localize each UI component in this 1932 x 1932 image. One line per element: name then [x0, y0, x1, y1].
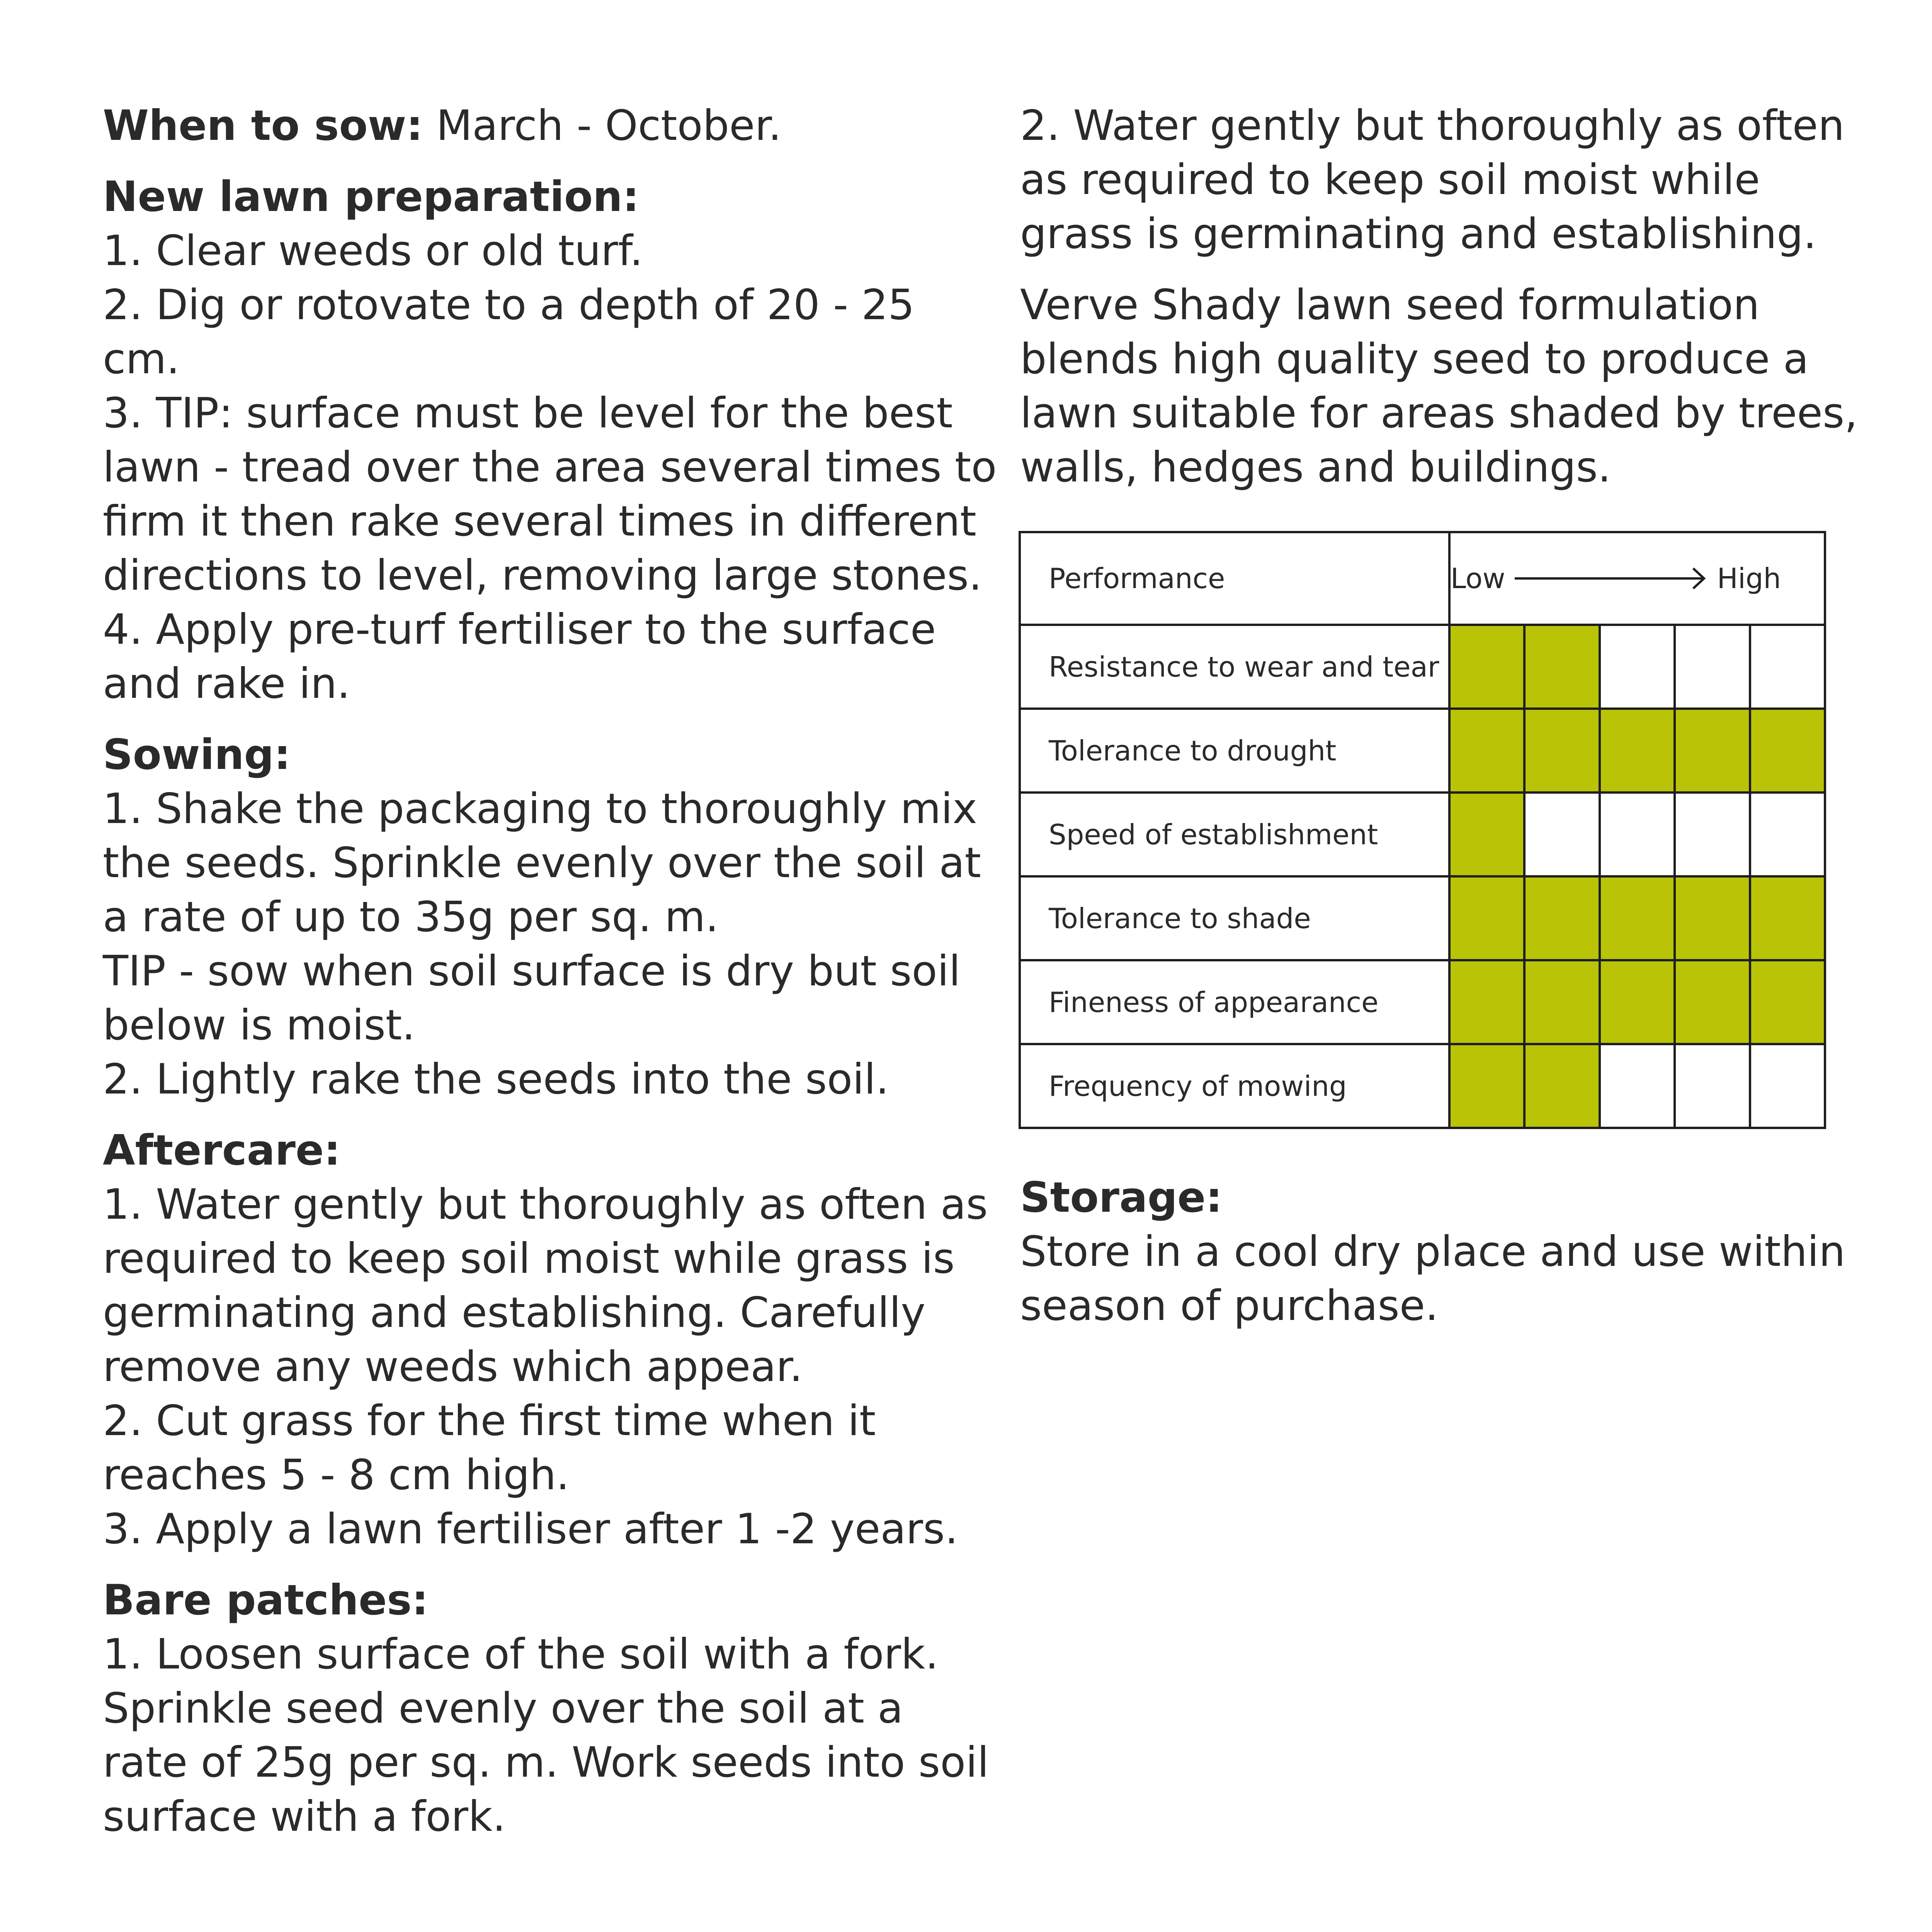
performance-row-label: Tolerance to shade: [1020, 876, 1449, 960]
new-lawn-step: 1. Clear weeds or old turf.: [103, 227, 643, 275]
score-cell-empty: [1600, 1044, 1675, 1128]
aftercare-step: 2. Cut grass for the first time when it reaches 5 - 8 cm high.: [103, 1397, 876, 1499]
new-lawn-step: 2. Dig or rotovate to a depth of 20 - 25 cm.: [103, 281, 915, 383]
score-cell-filled: [1524, 876, 1599, 960]
score-cell-filled: [1600, 960, 1675, 1044]
score-cell-filled: [1675, 709, 1750, 793]
performance-row-label: Tolerance to drought: [1020, 709, 1449, 793]
score-cell-filled: [1449, 793, 1524, 876]
score-cell-filled: [1600, 876, 1675, 960]
performance-row: [1020, 709, 1825, 793]
when-to-sow-heading: When to sow:: [103, 102, 423, 150]
performance-table: [1019, 531, 1826, 1129]
storage-heading: Storage:: [1020, 1173, 1223, 1222]
performance-label: Performance: [1020, 532, 1449, 625]
score-cell-empty: [1675, 1044, 1750, 1128]
score-cell-filled: [1524, 709, 1599, 793]
performance-header-row: [1020, 532, 1825, 625]
score-cell-filled: [1675, 876, 1750, 960]
storage-section: [1020, 1171, 1870, 1333]
sowing-step: 2. Lightly rake the seeds into the soil.: [103, 1055, 889, 1104]
score-cell-filled: [1750, 709, 1825, 793]
aftercare-step: 3. Apply a lawn fertiliser after 1 -2 years.: [103, 1505, 958, 1553]
score-cell-filled: [1449, 876, 1524, 960]
when-to-sow-text: March - October.: [423, 102, 782, 150]
score-cell-filled: [1675, 960, 1750, 1044]
right-column: [1020, 99, 1870, 512]
bare-patches-heading: Bare patches:: [103, 1576, 429, 1624]
arrow-right-icon: [1515, 567, 1708, 590]
scale-low-label: Low: [1450, 562, 1505, 595]
score-cell-empty: [1600, 625, 1675, 709]
performance-row-label: Speed of establishment: [1020, 793, 1449, 876]
sowing-tip: TIP - sow when soil surface is dry but soil below is moist.: [103, 947, 961, 1049]
score-cell-empty: [1750, 1044, 1825, 1128]
sowing-heading: Sowing:: [103, 731, 291, 779]
score-cell-filled: [1750, 876, 1825, 960]
performance-row: [1020, 960, 1825, 1044]
aftercare-step: 1. Water gently but thoroughly as often as required to keep soil moist while grass is germinating and establishing. Carefully remove any weeds which appear.: [103, 1180, 988, 1391]
performance-scale: [1449, 532, 1825, 625]
left-column: [103, 99, 999, 1861]
performance-row: [1020, 1044, 1825, 1128]
score-cell-empty: [1600, 793, 1675, 876]
score-cell-empty: [1524, 793, 1599, 876]
when-to-sow-section: [103, 99, 999, 153]
bare-patches-section: [103, 1573, 999, 1844]
new-lawn-heading: New lawn preparation:: [103, 173, 639, 221]
new-lawn-section: [103, 170, 999, 711]
bare-patches-step: 1. Loosen surface of the soil with a fork. Sprinkle seed evenly over the soil at a rate of 25g per sq. m. Work seeds into soil surface with a fork.: [103, 1630, 989, 1841]
score-cell-filled: [1449, 709, 1524, 793]
scale-legend: [1451, 533, 1824, 624]
score-cell-filled: [1449, 625, 1524, 709]
sowing-section: [103, 728, 999, 1107]
score-cell-filled: [1449, 1044, 1524, 1128]
score-cell-empty: [1750, 625, 1825, 709]
bare-patches-continued: 2. Water gently but thoroughly as often as required to keep soil moist while grass is germinating and establishing.: [1020, 102, 1845, 258]
score-cell-filled: [1524, 960, 1599, 1044]
score-cell-filled: [1524, 1044, 1599, 1128]
scale-high-label: High: [1717, 562, 1781, 595]
storage-text: Store in a cool dry place and use within season of purchase.: [1020, 1228, 1845, 1330]
new-lawn-step: 4. Apply pre-turf fertiliser to the surface and rake in.: [103, 605, 936, 708]
score-cell-filled: [1449, 960, 1524, 1044]
performance-row-label: Fineness of appearance: [1020, 960, 1449, 1044]
aftercare-heading: Aftercare:: [103, 1126, 341, 1175]
performance-row: [1020, 793, 1825, 876]
performance-row: [1020, 625, 1825, 709]
score-cell-filled: [1750, 960, 1825, 1044]
score-cell-empty: [1675, 625, 1750, 709]
score-cell-filled: [1600, 709, 1675, 793]
performance-row: [1020, 876, 1825, 960]
score-cell-filled: [1524, 625, 1599, 709]
performance-row-label: Resistance to wear and tear: [1020, 625, 1449, 709]
aftercare-section: [103, 1124, 999, 1556]
performance-rows: [1020, 625, 1825, 1128]
new-lawn-step: 3. TIP: surface must be level for the best lawn - tread over the area several times to firm it then rake several times in different directions to level, removing large stones.: [103, 389, 997, 600]
performance-row-label: Frequency of mowing: [1020, 1044, 1449, 1128]
score-cell-empty: [1750, 793, 1825, 876]
product-description: Verve Shady lawn seed formulation blends high quality seed to produce a lawn suitable for areas shaded by trees, walls, hedges and buildings.: [1020, 281, 1858, 492]
sowing-step: 1. Shake the packaging to thoroughly mix the seeds. Sprinkle evenly over the soil at a rate of up to 35g per sq. m.: [103, 785, 981, 941]
score-cell-empty: [1675, 793, 1750, 876]
